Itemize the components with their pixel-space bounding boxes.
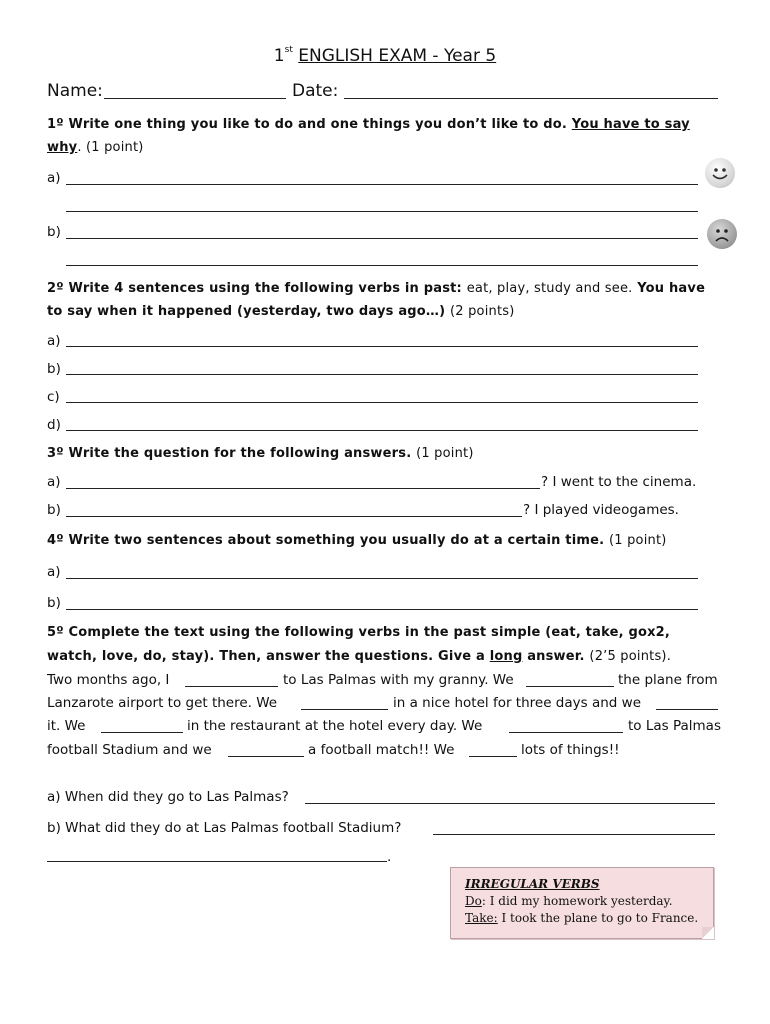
q3-b-answer: ? I played videogames. (523, 502, 679, 518)
q3-b-answer-line[interactable] (66, 516, 522, 517)
q2-text-2: You have (637, 281, 706, 296)
q5-question-b-answer-line-1[interactable] (433, 834, 715, 835)
q2-text-3: to say when it happened (yesterday, two days ago…) (47, 304, 446, 319)
q1-points: . (1 point) (77, 140, 144, 155)
note-folded-corner (702, 927, 714, 939)
q2-text: 2º Write 4 sentences using the following verbs in past: (47, 281, 462, 296)
q2-a-label: a) (47, 333, 61, 349)
smiley-sad-svg (707, 219, 737, 249)
q3-instruction (47, 446, 474, 461)
q2-verbs: eat, play, study and see. (466, 281, 633, 296)
irregular-verb-take (465, 911, 698, 925)
q4-a-label: a) (47, 564, 61, 580)
q1-a-answer-line-1[interactable] (66, 184, 698, 185)
q5-question-a: a) When did they go to Las Palmas? (47, 789, 289, 805)
q1-b-label: b) (47, 224, 61, 240)
q5-question-b-answer-line-2[interactable] (47, 861, 387, 862)
irregular-verb-take-example: I took the plane to go to France. (497, 911, 699, 925)
name-field[interactable] (104, 98, 286, 99)
name-label: Name: (47, 81, 103, 101)
q5-p1b: to Las Palmas with my granny. We (283, 672, 514, 688)
q4-instruction (47, 533, 667, 548)
q3-a-label: a) (47, 474, 61, 490)
q5-blank-7[interactable] (228, 756, 304, 757)
q5-p3a: it. We (47, 718, 86, 734)
q1-underlined-1: You have to say (571, 117, 690, 132)
q5-p4c: lots of things!! (521, 742, 620, 758)
q2-d-label: d) (47, 417, 61, 433)
q5-blank-3[interactable] (301, 709, 388, 710)
irregular-verb-do (465, 894, 673, 908)
irregular-verbs-title: IRREGULAR VERBS (465, 877, 600, 891)
q2-b-label: b) (47, 361, 61, 377)
q5-p4a: football Stadium and we (47, 742, 212, 758)
q5-blank-2[interactable] (526, 686, 614, 687)
q2-b-answer-line[interactable] (66, 374, 698, 375)
smiley-happy-icon (705, 158, 735, 188)
smiley-happy-svg (705, 158, 735, 188)
q5-text-2a: watch, love, do, stay). Then, answer the questions. Give a (47, 649, 485, 664)
title-text: ENGLISH EXAM - Year 5 (298, 46, 497, 66)
q1-underlined-2: why (47, 140, 78, 155)
q1-a-label: a) (47, 170, 61, 186)
q1-instruction (47, 117, 690, 132)
q3-points: (1 point) (416, 446, 474, 461)
q5-blank-6[interactable] (509, 732, 623, 733)
q2-d-answer-line[interactable] (66, 430, 698, 431)
q5-question-b-period: . (387, 849, 392, 865)
irregular-verbs-note (450, 867, 714, 939)
q2-instruction-line2 (47, 304, 515, 319)
q3-a-answer-line[interactable] (66, 488, 540, 489)
q5-blank-1[interactable] (185, 686, 278, 687)
q2-points: (2 points) (450, 304, 515, 319)
q5-blank-8[interactable] (469, 756, 517, 757)
q5-p1a: Two months ago, I (47, 672, 170, 688)
q5-p1c: the plane from (618, 672, 718, 688)
irregular-verb-do-example: : I did my homework yesterday. (481, 894, 673, 908)
q1-instruction-line2 (47, 140, 144, 155)
q4-text: 4º Write two sentences about something you usually do at a certain time. (47, 533, 605, 548)
q5-p3c: to Las Palmas (628, 718, 721, 734)
q5-blank-4[interactable] (656, 709, 718, 710)
q3-a-answer: ? I went to the cinema. (541, 474, 697, 490)
q2-c-answer-line[interactable] (66, 402, 698, 403)
q1-b-answer-line-1[interactable] (66, 238, 698, 239)
smiley-sad-icon (707, 219, 737, 249)
q1-b-answer-line-2[interactable] (66, 265, 698, 266)
q2-instruction (47, 281, 705, 296)
irregular-verb-take-key: Take: (465, 911, 498, 925)
q5-p2a: Lanzarote airport to get there. We (47, 695, 278, 711)
q4-a-answer-line[interactable] (66, 578, 698, 579)
q5-instruction: 5º Complete the text using the following verbs in the past simple (eat, take, gox2, (47, 625, 671, 640)
q5-underlined: long (489, 649, 523, 664)
q3-text: 3º Write the question for the following answers. (47, 446, 412, 461)
q1-a-answer-line-2[interactable] (66, 211, 698, 212)
date-field[interactable] (344, 98, 718, 99)
q5-question-a-answer-line[interactable] (305, 803, 715, 804)
q4-points: (1 point) (609, 533, 667, 548)
q5-question-b: b) What did they do at Las Palmas football Stadium? (47, 820, 402, 836)
q2-c-label: c) (47, 389, 60, 405)
q5-p3b: in the restaurant at the hotel every day. We (187, 718, 483, 734)
q5-text-2b: answer. (527, 649, 585, 664)
q5-instruction-line2 (47, 649, 671, 664)
q5-p4b: a football match!! We (308, 742, 455, 758)
q5-blank-5[interactable] (101, 732, 183, 733)
q5-points: (2’5 points). (589, 649, 672, 664)
title-ordinal-sup: st (284, 45, 293, 55)
q4-b-label: b) (47, 595, 61, 611)
q4-b-answer-line[interactable] (66, 609, 698, 610)
q5-p2b: in a nice hotel for three days and we (393, 695, 641, 711)
q1-text: 1º Write one thing you like to do and one things you don’t like to do. (47, 117, 568, 132)
exam-title (0, 46, 770, 66)
date-label: Date: (292, 81, 339, 101)
q2-a-answer-line[interactable] (66, 346, 698, 347)
irregular-verb-do-key: Do (465, 894, 482, 908)
q3-b-label: b) (47, 502, 61, 518)
title-ordinal: 1 (273, 46, 285, 66)
